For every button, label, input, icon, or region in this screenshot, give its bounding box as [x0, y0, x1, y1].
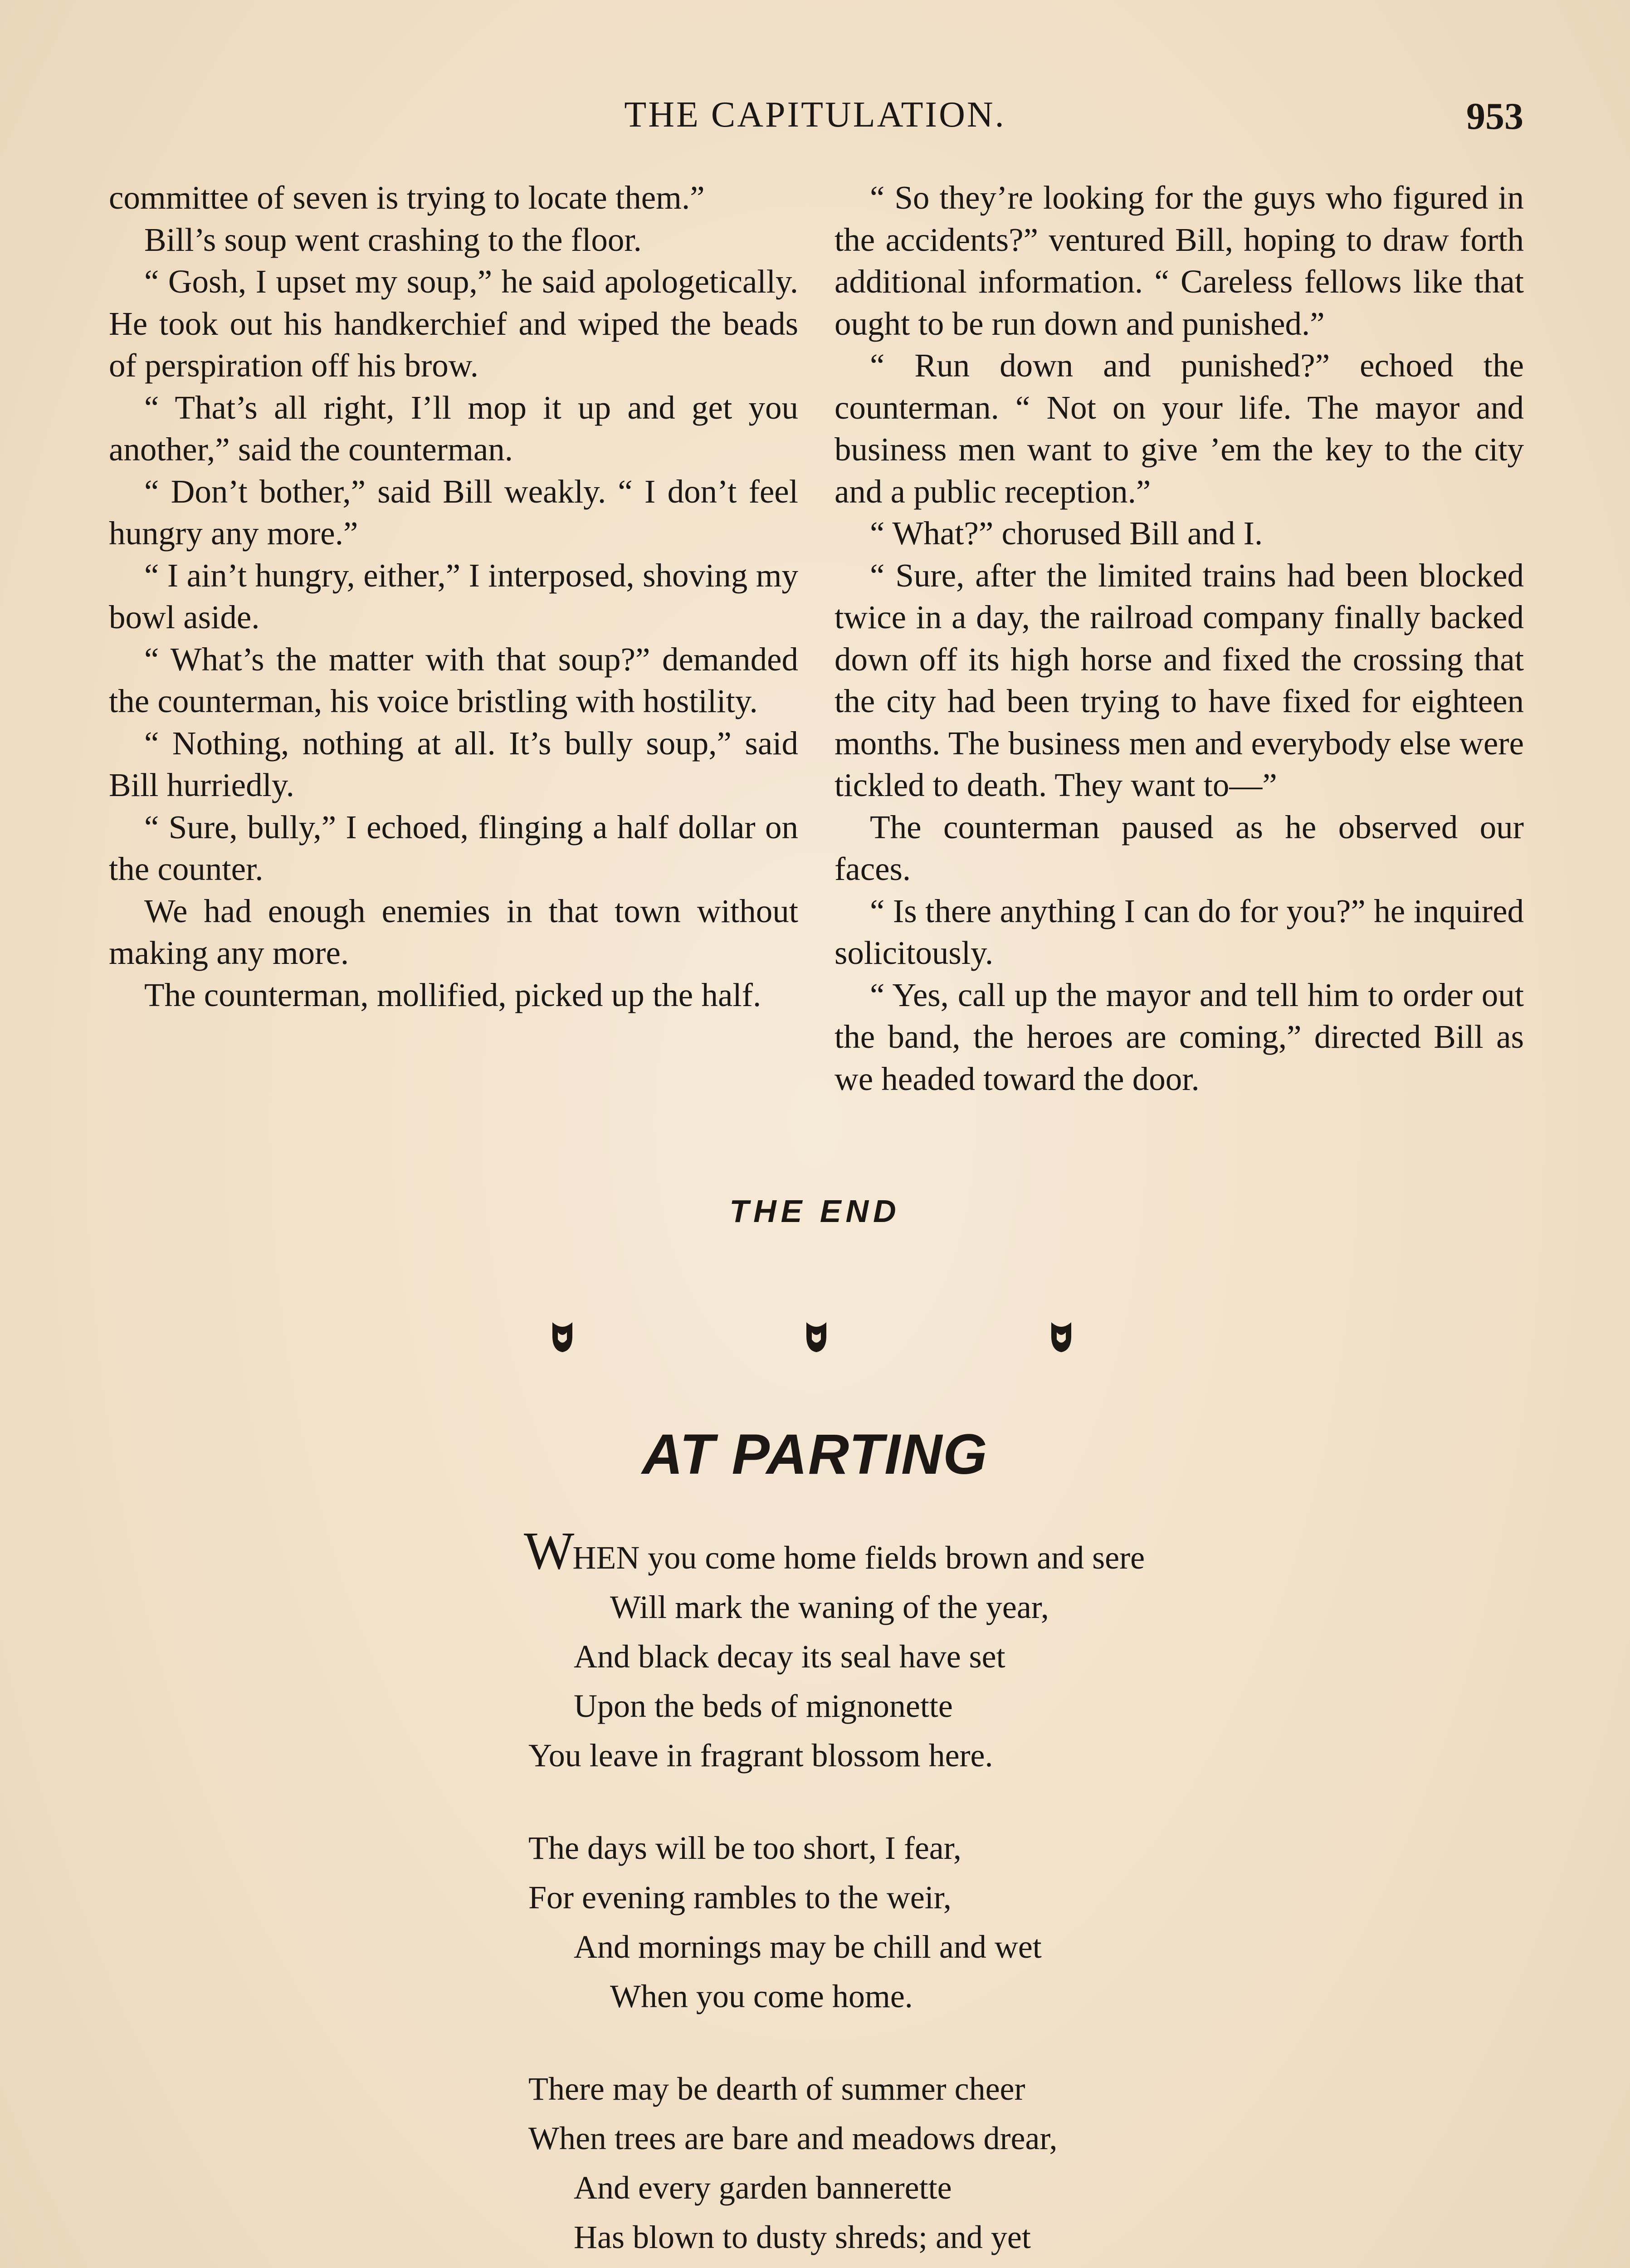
poem-line: When you come home. [610, 1978, 913, 2014]
paragraph: “ What?” chorused Bill and I. [870, 515, 1263, 552]
poem-line [528, 2262, 1145, 2268]
fleuron-icon [549, 1318, 576, 1354]
paragraph: “ Sure, bully,” I echoed, flinging a half dollar on the counter. [109, 808, 798, 887]
left-column [109, 177, 798, 1016]
page-header [0, 94, 1630, 144]
page-number: 953 [1466, 95, 1523, 137]
poem-line: You leave in fragrant blossom here. [528, 1737, 993, 1774]
paragraph: “ Gosh, I upset my soup,” he said apologetically. He took out his handkerchief and wiped the beads of perspiration off his brow. [109, 263, 798, 384]
paragraph: “ What’s the matter with that soup?” demanded the counterman, his voice bristling with hostility. [109, 640, 798, 719]
poem-stanza [524, 1521, 1145, 1780]
poem-line: When trees are bare and meadows drear, [528, 2120, 1058, 2156]
poem-stanza [528, 2064, 1145, 2268]
poem-line-text: HEN you come home fields brown and sere [572, 1540, 1145, 1576]
paragraph: “ Don’t bother,” said Bill weakly. “ I don’t feel hungry any more.” [109, 473, 798, 552]
poem-stanza [528, 1823, 1145, 2021]
poem-line: And mornings may be chill and wet [574, 1929, 1042, 1965]
ornament-row [0, 1318, 1630, 1359]
paragraph: Bill’s soup went crashing to the floor. [144, 221, 642, 258]
poem-line: Will mark the waning of the year, [610, 1589, 1049, 1625]
poem-line: Has blown to dusty shreds; and yet [574, 2219, 1031, 2255]
paragraph: committee of seven is trying to locate them.” [109, 179, 705, 216]
paragraph: “ Run down and punished?” echoed the counterman. “ Not on your life. The mayor and business men want to give ’em the key to the city and a public reception.” [835, 347, 1524, 510]
poem-line: There may be dearth of summer cheer [528, 2071, 1025, 2107]
running-title: THE CAPITULATION. [624, 95, 1006, 135]
drop-cap: W [524, 1521, 575, 1580]
paragraph: “ Sure, after the limited trains had been blocked twice in a day, the railroad company finally backed down off its high horse and fixed the crossing that the city had been trying to have fixed for eighteen months. The business men and everybody else were tickled to death. They want to—” [835, 557, 1524, 803]
right-column [835, 177, 1524, 1100]
poem-title: AT PARTING [642, 1423, 988, 1486]
paragraph: “ That’s all right, I’ll mop it up and get you another,” said the counterman. [109, 389, 798, 468]
paragraph: “ Is there anything I can do for you?” he inquired solicitously. [835, 892, 1524, 971]
poem-line: And every garden bannerette [574, 2170, 952, 2206]
paragraph: We had enough enemies in that town without making any more. [109, 892, 798, 971]
poem-line [524, 1521, 1145, 1583]
the-end-label: THE END [729, 1193, 901, 1229]
poem [524, 1521, 1145, 2268]
paragraph: “ I ain’t hungry, either,” I interposed, shoving my bowl aside. [109, 557, 798, 635]
fleuron-icon [1048, 1318, 1075, 1354]
paragraph: The counterman paused as he observed our faces. [835, 808, 1524, 887]
paragraph: “ Yes, call up the mayor and tell him to order out the band, the heroes are coming,” directed Bill as we headed toward the door. [835, 976, 1524, 1097]
fleuron-icon [803, 1318, 830, 1354]
poem-line: For evening rambles to the weir, [528, 1879, 952, 1916]
poem-line: Upon the beds of mignonette [574, 1688, 953, 1724]
paragraph: “ So they’re looking for the guys who figured in the accidents?” ventured Bill, hoping to draw forth additional information. “ Careless fellows like that ought to be run down and punished.” [835, 179, 1524, 342]
poem-line: And black decay its seal have set [574, 1638, 1005, 1675]
poem-line: The days will be too short, I fear, [528, 1830, 961, 1866]
paragraph: The counterman, mollified, picked up the half. [144, 976, 761, 1013]
paragraph: “ Nothing, nothing at all. It’s bully soup,” said Bill hurriedly. [109, 724, 798, 803]
